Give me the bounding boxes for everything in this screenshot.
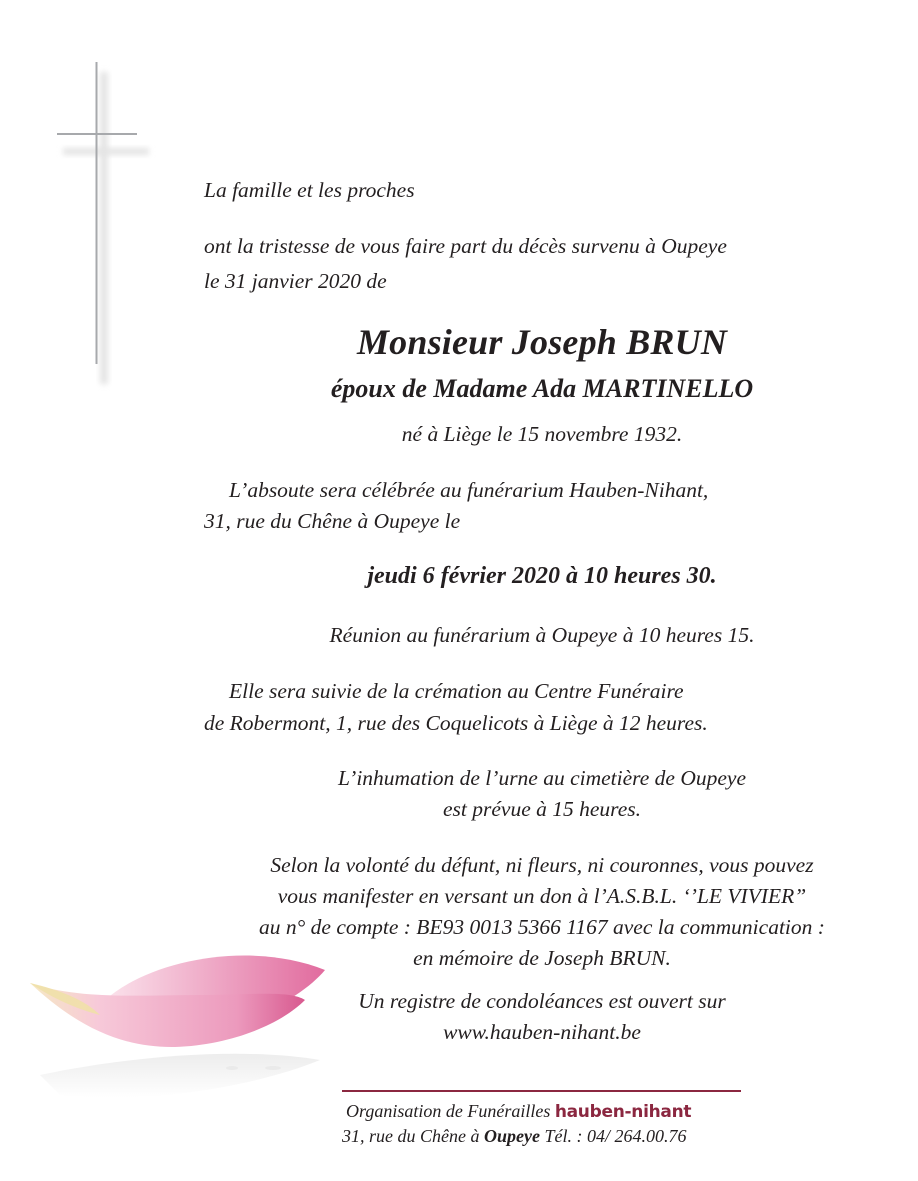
wishes-line-4: en mémoire de Joseph BRUN. — [413, 946, 671, 970]
meeting-line: Réunion au funérarium à Oupeye à 10 heures 15. — [329, 623, 755, 647]
cross-icon — [57, 62, 149, 384]
wishes-line-2: vous manifester en versant un don à l’A.S.B.L. ‘’LE VIVIER” — [277, 884, 807, 908]
footer-org-label: Organisation de Funérailles — [346, 1101, 551, 1121]
burial-line-2: est prévue à 15 heures. — [442, 797, 642, 821]
footer-phone: Tél. : 04/ 264.00.76 — [544, 1126, 687, 1146]
intro-line-3: le 31 janvier 2020 de — [204, 269, 387, 293]
ceremony-line-1: L’absoute sera célébrée au funérarium Hauben-Nihant, — [229, 478, 709, 502]
burial-line-1: L’inhumation de l’urne au cimetière de Oupeye — [338, 766, 746, 790]
wishes-line-1: Selon la volonté du défunt, ni fleurs, ni couronnes, vous pouvez — [270, 853, 814, 877]
footer-address-prefix: 31, rue du Chêne à — [342, 1126, 480, 1146]
ceremony-date: jeudi 6 février 2020 à 10 heures 30. — [367, 563, 717, 589]
registry-url[interactable]: www.hauben-nihant.be — [443, 1020, 641, 1044]
spouse-line: époux de Madame Ada MARTINELLO — [330, 374, 754, 403]
birth-line: né à Liège le 15 novembre 1932. — [401, 422, 683, 446]
cremation-line-1: Elle sera suivie de la crémation au Centre Funéraire — [229, 679, 684, 703]
intro-line-2: ont la tristesse de vous faire part du décès survenu à Oupeye — [204, 234, 727, 258]
footer-org — [346, 1099, 691, 1124]
footer-address — [342, 1124, 686, 1148]
footer-divider — [342, 1090, 741, 1092]
wishes-line-3: au n° de compte : BE93 0013 5366 1167 avec la communication : — [259, 915, 825, 939]
footer-city: Oupeye — [483, 1126, 540, 1146]
brand-logo: hauben-nihant — [554, 1102, 692, 1122]
cremation-line-2: de Robermont, 1, rue des Coquelicots à Liège à 12 heures. — [204, 711, 708, 735]
deceased-name: Monsieur Joseph BRUN — [356, 322, 728, 362]
intro-line-1: La famille et les proches — [204, 178, 415, 202]
ceremony-line-2: 31, rue du Chêne à Oupeye le — [204, 509, 461, 533]
registry-line: Un registre de condoléances est ouvert sur — [358, 989, 726, 1013]
